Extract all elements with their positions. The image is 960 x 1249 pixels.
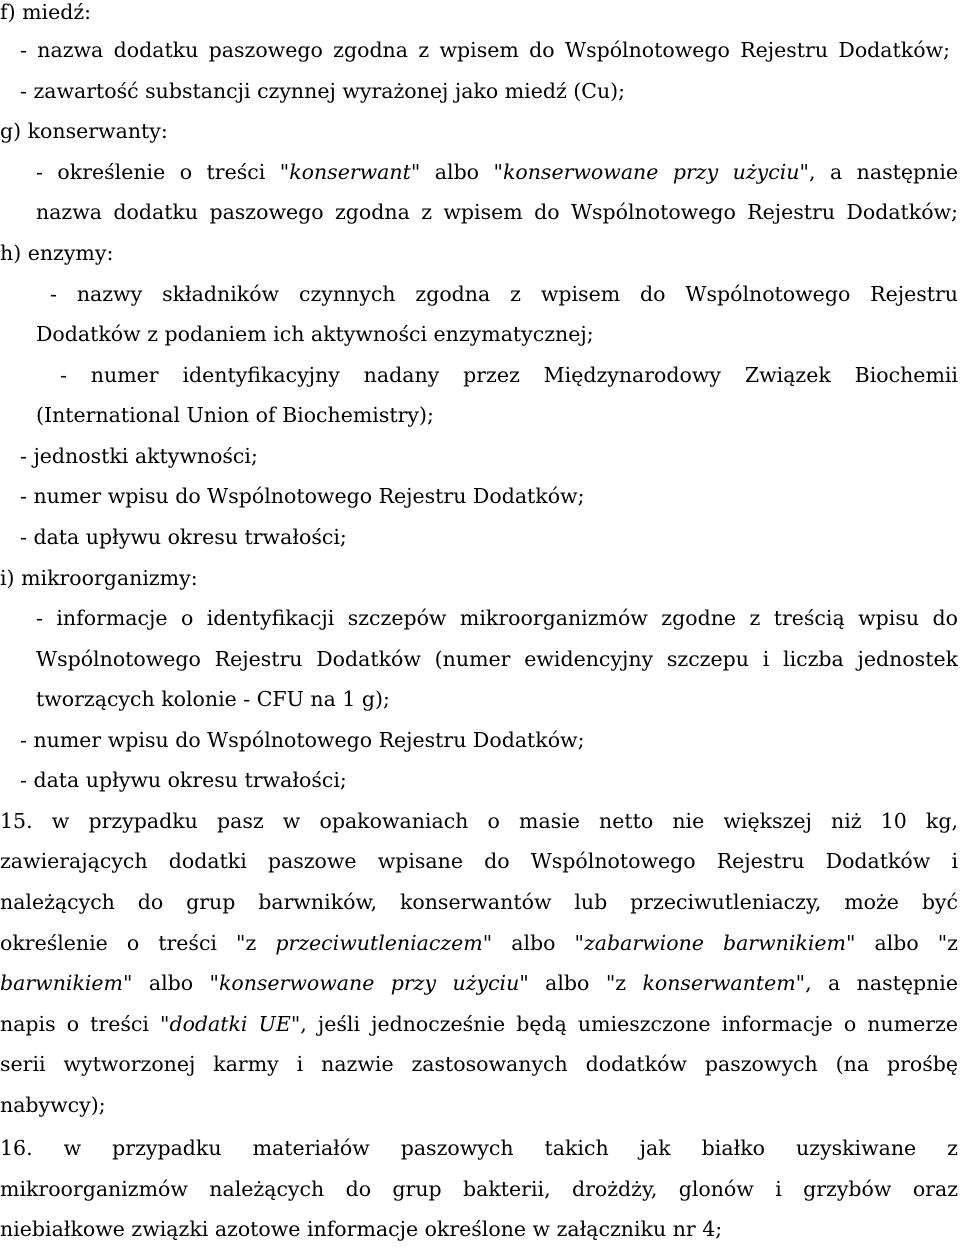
text-line bbox=[0, 233, 960, 273]
text-segment: - numer identyfikacyjny nadany przez Międzynarodowy Związek Biochemii bbox=[60, 363, 958, 387]
text-segment: - data upływu okresu trwałości; bbox=[20, 768, 347, 792]
text-segment: g) konserwanty: bbox=[0, 119, 168, 143]
text-line bbox=[20, 71, 960, 111]
text-segment: - jednostki aktywności; bbox=[20, 444, 258, 468]
italic-text-segment: przeciwutleniaczem bbox=[275, 931, 483, 955]
text-segment: niebiałkowe związki azotowe informacje określone w załączniku nr 4; bbox=[0, 1217, 723, 1241]
text-line bbox=[20, 720, 960, 760]
text-segment: 16. w przypadku materiałów paszowych takich jak białko uzyskiwane z bbox=[0, 1136, 958, 1160]
text-line bbox=[0, 963, 958, 1003]
text-line bbox=[0, 1004, 958, 1044]
text-segment: Wspólnotowego Rejestru Dodatków (numer ewidencyjny szczepu i liczba jednostek bbox=[36, 647, 958, 671]
text-segment: (International Union of Biochemistry); bbox=[36, 403, 434, 427]
text-segment: - nazwa dodatku paszowego zgodna z wpisem do Wspólnotowego Rejestru Dodatków; bbox=[20, 38, 950, 62]
text-line bbox=[0, 1128, 958, 1168]
text-segment: 15. w przypadku pasz w opakowaniach o masie netto nie większej niż 10 kg, bbox=[0, 809, 958, 833]
text-segment: - numer wpisu do Wspólnotowego Rejestru Dodatków; bbox=[20, 484, 585, 508]
text-line bbox=[0, 801, 958, 841]
text-segment: tworzących kolonie - CFU na 1 g); bbox=[36, 687, 390, 711]
text-segment: - nazwy składników czynnych zgodna z wpisem do Wspólnotowego Rejestru bbox=[50, 282, 958, 306]
text-segment: - data upływu okresu trwałości; bbox=[20, 525, 347, 549]
text-segment: - informacje o identyfikacji szczepów mikroorganizmów zgodne z treścią wpisu do bbox=[36, 606, 958, 630]
text-segment: " albo " bbox=[123, 971, 219, 995]
text-segment: serii wytworzonej karmy i nazwie zastosowanych dodatków paszowych (na prośbę bbox=[0, 1052, 958, 1076]
text-segment: mikroorganizmów należących do grup bakterii, drożdży, glonów i grzybów oraz bbox=[0, 1177, 958, 1201]
text-line bbox=[36, 639, 958, 679]
text-segment: zawierających dodatki paszowe wpisane do Wspólnotowego Rejestru Dodatków i bbox=[0, 849, 958, 873]
text-segment: nazwa dodatku paszowego zgodna z wpisem do Wspólnotowego Rejestru Dodatków; bbox=[36, 200, 958, 224]
text-line bbox=[20, 436, 960, 476]
text-line bbox=[0, 558, 960, 598]
text-line bbox=[20, 517, 960, 557]
text-segment: - numer wpisu do Wspólnotowego Rejestru Dodatków; bbox=[20, 728, 585, 752]
text-segment: " albo " bbox=[482, 931, 584, 955]
text-segment: ", a następnie bbox=[795, 971, 958, 995]
text-segment: f) miedź: bbox=[0, 0, 92, 24]
text-segment: h) enzymy: bbox=[0, 241, 114, 265]
text-segment: " albo "z bbox=[845, 931, 958, 955]
text-segment: Dodatków z podaniem ich aktywności enzymatycznej; bbox=[36, 322, 594, 346]
text-line bbox=[50, 274, 958, 314]
text-segment: " albo "z bbox=[519, 971, 643, 995]
text-segment: napis o treści " bbox=[0, 1012, 170, 1036]
text-segment: ", a następnie bbox=[799, 160, 958, 184]
italic-text-segment: dodatki UE bbox=[169, 1012, 291, 1036]
text-line bbox=[36, 314, 960, 354]
text-line bbox=[0, 1044, 958, 1084]
text-line bbox=[36, 152, 958, 192]
text-segment: i) mikroorganizmy: bbox=[0, 566, 198, 590]
text-line bbox=[36, 192, 958, 232]
text-line bbox=[36, 598, 958, 638]
text-line bbox=[60, 355, 958, 395]
italic-text-segment: konserwant bbox=[289, 160, 411, 184]
text-line bbox=[0, 882, 958, 922]
text-line bbox=[36, 679, 960, 719]
text-line bbox=[20, 476, 960, 516]
text-line bbox=[0, 1085, 960, 1125]
text-line bbox=[0, 0, 960, 32]
text-line bbox=[36, 395, 960, 435]
text-line bbox=[0, 923, 958, 963]
text-line bbox=[20, 760, 960, 800]
text-line bbox=[0, 111, 960, 151]
text-line bbox=[0, 1209, 960, 1249]
text-line bbox=[0, 1169, 958, 1209]
text-segment: " albo " bbox=[410, 160, 503, 184]
text-segment: - określenie o treści " bbox=[36, 160, 290, 184]
text-segment: określenie o treści "z bbox=[0, 931, 276, 955]
text-segment: nabywcy); bbox=[0, 1093, 106, 1117]
italic-text-segment: barwnikiem bbox=[0, 971, 123, 995]
italic-text-segment: konserwowane przy użyciu bbox=[502, 160, 800, 184]
text-segment: należących do grup barwników, konserwantów lub przeciwutleniaczy, może być bbox=[0, 890, 958, 914]
text-segment: ", jeśli jednocześnie będą umieszczone informacje o numerze bbox=[290, 1012, 958, 1036]
text-line bbox=[20, 30, 950, 70]
text-segment: - zawartość substancji czynnej wyrażonej jako miedź (Cu); bbox=[20, 79, 626, 103]
italic-text-segment: konserwowane przy użyciu bbox=[218, 971, 520, 995]
italic-text-segment: zabarwione barwnikiem bbox=[583, 931, 846, 955]
text-line bbox=[0, 841, 958, 881]
italic-text-segment: konserwantem bbox=[642, 971, 796, 995]
